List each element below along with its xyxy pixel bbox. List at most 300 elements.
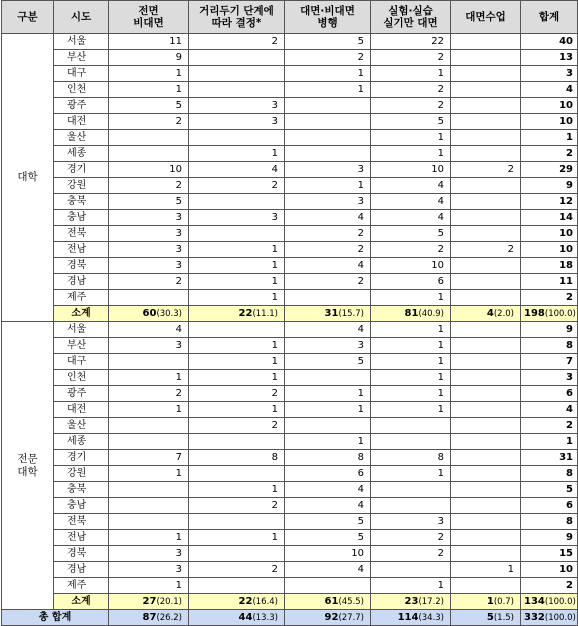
table-row [2,194,578,210]
count: 5 [486,611,494,623]
region-cell: 울산 [54,130,109,146]
total-cell: 4 [521,82,578,98]
table-row [2,546,578,562]
value-cell: 1 [189,274,285,290]
total-cell: 18 [521,258,578,274]
percent: (40.9) [418,308,444,319]
value-cell: 2 [109,114,189,130]
value-cell [189,514,285,530]
header-distancing: 거리두기 단계에 따라 결정* [189,1,285,34]
value-cell [189,546,285,562]
count: 23 [404,595,419,607]
region-cell: 경북 [54,258,109,274]
value-cell: 3 [371,514,451,530]
value-cell: 4 [285,210,371,226]
table-row [2,290,578,306]
value-cell: 2 [371,546,451,562]
value-cell [451,258,521,274]
value-cell [451,578,521,594]
subtotal-label: 소계 [54,594,109,610]
group-label [2,34,54,322]
count: 81 [404,307,419,319]
region-cell: 경남 [54,274,109,290]
table-row [2,146,578,162]
value-cell [371,418,451,434]
region-cell: 울산 [54,418,109,434]
total-cell: 7 [521,354,578,370]
value-cell: 10 [285,546,371,562]
count: 27 [142,595,157,607]
count: 60 [142,307,157,319]
table-row [2,66,578,82]
value-cell: 2 [109,178,189,194]
value-cell: 3 [285,338,371,354]
percent: (34.3) [418,612,444,623]
value-cell: 1 [189,258,285,274]
percent: (0.7) [493,596,514,607]
subtotal-row [2,306,578,322]
value-cell: 8 [371,450,451,466]
value-cell [285,98,371,114]
subtotal-value [371,306,451,322]
value-cell [451,210,521,226]
value-cell: 2 [285,242,371,258]
region-cell: 세종 [54,434,109,450]
header-lab-only: 실험·실습 실기만 대면 [371,1,451,34]
subtotal-value [451,594,521,610]
count: 92 [324,611,339,623]
region-cell: 경북 [54,546,109,562]
value-cell: 8 [285,450,371,466]
value-cell [109,290,189,306]
value-cell [285,146,371,162]
value-cell [451,482,521,498]
value-cell: 1 [285,402,371,418]
value-cell [109,418,189,434]
subtotal-value [371,594,451,610]
count: 1 [486,595,494,607]
value-cell: 1 [285,82,371,98]
value-cell: 5 [371,226,451,242]
region-cell: 경기 [54,450,109,466]
count: 134 [524,595,545,607]
value-cell: 10 [371,258,451,274]
total-cell: 29 [521,162,578,178]
percent: (13.3) [252,612,278,623]
region-cell: 전남 [54,242,109,258]
grand-total-value [109,610,189,626]
value-cell [451,546,521,562]
value-cell: 2 [371,82,451,98]
total-cell: 11 [521,274,578,290]
grand-total-value [371,610,451,626]
total-cell: 31 [521,450,578,466]
percent: (27.7) [338,612,364,623]
total-cell: 9 [521,530,578,546]
value-cell: 2 [189,34,285,50]
percent: (11.1) [252,308,278,319]
value-cell: 1 [451,562,521,578]
value-cell [451,98,521,114]
region-cell: 충남 [54,210,109,226]
percent: (20.1) [156,596,182,607]
header-row [2,1,578,34]
total-cell: 9 [521,178,578,194]
value-cell: 10 [371,162,451,178]
value-cell [189,322,285,338]
value-cell: 2 [189,386,285,402]
value-cell: 2 [285,226,371,242]
status-table [1,0,578,626]
region-cell: 충북 [54,482,109,498]
value-cell [451,34,521,50]
region-cell: 강원 [54,178,109,194]
value-cell [451,194,521,210]
value-cell: 1 [285,66,371,82]
value-cell: 2 [451,162,521,178]
value-cell [109,498,189,514]
percent: (26.2) [156,612,182,623]
total-cell: 15 [521,546,578,562]
total-cell: 8 [521,514,578,530]
count: 114 [397,611,419,623]
value-cell: 22 [371,34,451,50]
value-cell: 3 [109,226,189,242]
count: 332 [524,611,545,623]
count: 22 [238,307,253,319]
table-row [2,562,578,578]
value-cell: 1 [285,178,371,194]
value-cell [109,146,189,162]
value-cell: 3 [109,210,189,226]
percent: (100.0) [544,612,576,623]
table-row [2,50,578,66]
total-cell: 8 [521,338,578,354]
value-cell [189,434,285,450]
grand-total-value [451,610,521,626]
subtotal-total [521,306,578,322]
value-cell: 1 [189,290,285,306]
value-cell: 1 [371,466,451,482]
value-cell: 5 [285,34,371,50]
value-cell [451,146,521,162]
value-cell: 1 [371,354,451,370]
region-cell: 인천 [54,370,109,386]
value-cell: 4 [285,562,371,578]
value-cell [451,466,521,482]
region-cell: 경남 [54,562,109,578]
value-cell: 3 [189,210,285,226]
value-cell: 3 [109,546,189,562]
value-cell: 2 [189,418,285,434]
table-row [2,162,578,178]
total-cell: 2 [521,418,578,434]
value-cell: 1 [189,370,285,386]
header-region: 시도 [54,1,109,34]
percent: (17.2) [418,596,444,607]
region-cell: 강원 [54,466,109,482]
table-row [2,322,578,338]
value-cell [451,354,521,370]
value-cell: 2 [109,274,189,290]
value-cell: 1 [109,578,189,594]
total-cell: 8 [521,466,578,482]
table-row [2,178,578,194]
table-row [2,578,578,594]
value-cell [371,562,451,578]
grand-total-label: 총 합계 [2,610,109,626]
value-cell: 4 [285,322,371,338]
table-row [2,450,578,466]
table-row [2,258,578,274]
value-cell: 4 [371,194,451,210]
value-cell: 2 [371,50,451,66]
region-cell: 충북 [54,194,109,210]
subtotal-total [521,594,578,610]
value-cell [285,114,371,130]
value-cell: 5 [285,514,371,530]
value-cell: 2 [189,498,285,514]
region-cell: 대전 [54,402,109,418]
region-cell: 서울 [54,34,109,50]
value-cell [451,370,521,386]
grand-total-value [189,610,285,626]
region-cell: 경기 [54,162,109,178]
subtotal-row [2,594,578,610]
value-cell [189,130,285,146]
value-cell: 1 [371,578,451,594]
value-cell [189,66,285,82]
value-cell [451,386,521,402]
value-cell: 11 [109,34,189,50]
table-row [2,466,578,482]
value-cell: 2 [371,98,451,114]
value-cell [285,418,371,434]
value-cell: 1 [189,338,285,354]
grand-total-total [521,610,578,626]
value-cell: 3 [189,114,285,130]
value-cell: 1 [285,434,371,450]
total-cell: 40 [521,34,578,50]
table-row [2,114,578,130]
value-cell: 1 [189,530,285,546]
value-cell: 4 [285,482,371,498]
value-cell [451,50,521,66]
value-cell [285,290,371,306]
value-cell: 2 [285,274,371,290]
value-cell: 1 [371,322,451,338]
subtotal-value [109,306,189,322]
percent: (15.7) [338,308,364,319]
value-cell: 6 [371,274,451,290]
value-cell: 5 [109,194,189,210]
value-cell: 7 [109,450,189,466]
header-full-remote: 전면 비대면 [109,1,189,34]
value-cell: 1 [109,370,189,386]
value-cell [451,82,521,98]
count: 198 [524,307,545,319]
value-cell: 1 [371,370,451,386]
region-cell: 부산 [54,50,109,66]
header-hybrid: 대면·비대면 병행 [285,1,371,34]
value-cell [371,434,451,450]
value-cell: 2 [371,530,451,546]
total-cell: 14 [521,210,578,226]
total-cell: 5 [521,482,578,498]
value-cell [189,82,285,98]
value-cell: 1 [285,386,371,402]
percent: (1.5) [493,612,514,623]
value-cell [285,370,371,386]
value-cell: 1 [109,402,189,418]
table-row [2,530,578,546]
table-row [2,354,578,370]
table-row [2,482,578,498]
total-cell: 6 [521,498,578,514]
header-total: 합계 [521,1,578,34]
value-cell [451,130,521,146]
total-cell: 10 [521,226,578,242]
region-cell: 부산 [54,338,109,354]
value-cell: 5 [109,98,189,114]
region-cell: 세종 [54,146,109,162]
total-cell: 1 [521,434,578,450]
value-cell: 5 [371,114,451,130]
value-cell [371,482,451,498]
table-row [2,434,578,450]
value-cell: 1 [371,146,451,162]
total-cell: 1 [521,130,578,146]
subtotal-value [189,306,285,322]
count: 61 [324,595,339,607]
table-row [2,226,578,242]
count: 87 [142,611,157,623]
total-cell: 10 [521,242,578,258]
value-cell [451,514,521,530]
percent: (16.4) [252,596,278,607]
table-row [2,498,578,514]
total-cell: 4 [521,402,578,418]
value-cell: 2 [285,50,371,66]
value-cell [451,450,521,466]
table-row [2,402,578,418]
total-cell: 12 [521,194,578,210]
region-cell: 대구 [54,66,109,82]
region-cell: 광주 [54,386,109,402]
value-cell: 4 [285,498,371,514]
value-cell [451,530,521,546]
value-cell [451,178,521,194]
value-cell: 4 [285,258,371,274]
region-cell: 제주 [54,578,109,594]
value-cell: 3 [109,562,189,578]
value-cell [109,354,189,370]
total-cell: 9 [521,322,578,338]
table-row [2,242,578,258]
value-cell [109,434,189,450]
table-row [2,418,578,434]
value-cell: 1 [371,66,451,82]
value-cell: 1 [109,82,189,98]
table-row [2,370,578,386]
grand-total-row [2,610,578,626]
table-row [2,514,578,530]
value-cell: 1 [109,466,189,482]
value-cell: 1 [109,530,189,546]
table-row [2,274,578,290]
value-cell [451,322,521,338]
total-cell: 6 [521,386,578,402]
value-cell [189,50,285,66]
grand-total-value [285,610,371,626]
percent: (100.0) [544,308,576,319]
value-cell [451,66,521,82]
value-cell: 2 [109,386,189,402]
region-cell: 서울 [54,322,109,338]
value-cell: 3 [285,162,371,178]
table-row [2,130,578,146]
value-cell [451,498,521,514]
value-cell: 1 [371,402,451,418]
value-cell [285,578,371,594]
region-cell: 대구 [54,354,109,370]
table-row [2,82,578,98]
value-cell: 1 [109,66,189,82]
header-category: 구분 [2,1,54,34]
value-cell [285,130,371,146]
group-label [2,322,54,610]
value-cell: 1 [371,386,451,402]
value-cell: 8 [189,450,285,466]
subtotal-value [285,306,371,322]
value-cell: 4 [371,178,451,194]
value-cell: 1 [189,242,285,258]
total-cell: 2 [521,146,578,162]
value-cell [189,466,285,482]
value-cell: 1 [189,402,285,418]
subtotal-label: 소계 [54,306,109,322]
value-cell: 3 [109,242,189,258]
value-cell: 3 [285,194,371,210]
value-cell: 3 [189,98,285,114]
percent: (45.5) [338,596,364,607]
value-cell [451,114,521,130]
table-row [2,210,578,226]
total-cell: 2 [521,578,578,594]
value-cell: 2 [189,562,285,578]
region-cell: 광주 [54,98,109,114]
value-cell: 2 [451,242,521,258]
total-cell: 10 [521,562,578,578]
value-cell: 3 [109,338,189,354]
total-cell: 3 [521,66,578,82]
value-cell: 6 [285,466,371,482]
header-in-person: 대면수업 [451,1,521,34]
value-cell: 4 [189,162,285,178]
region-cell: 전북 [54,514,109,530]
table-row [2,386,578,402]
value-cell [451,402,521,418]
percent: (30.3) [156,308,182,319]
value-cell: 1 [189,354,285,370]
value-cell: 9 [109,50,189,66]
region-cell: 전남 [54,530,109,546]
value-cell: 2 [189,178,285,194]
value-cell [451,338,521,354]
total-cell: 2 [521,290,578,306]
subtotal-value [451,306,521,322]
value-cell [451,226,521,242]
